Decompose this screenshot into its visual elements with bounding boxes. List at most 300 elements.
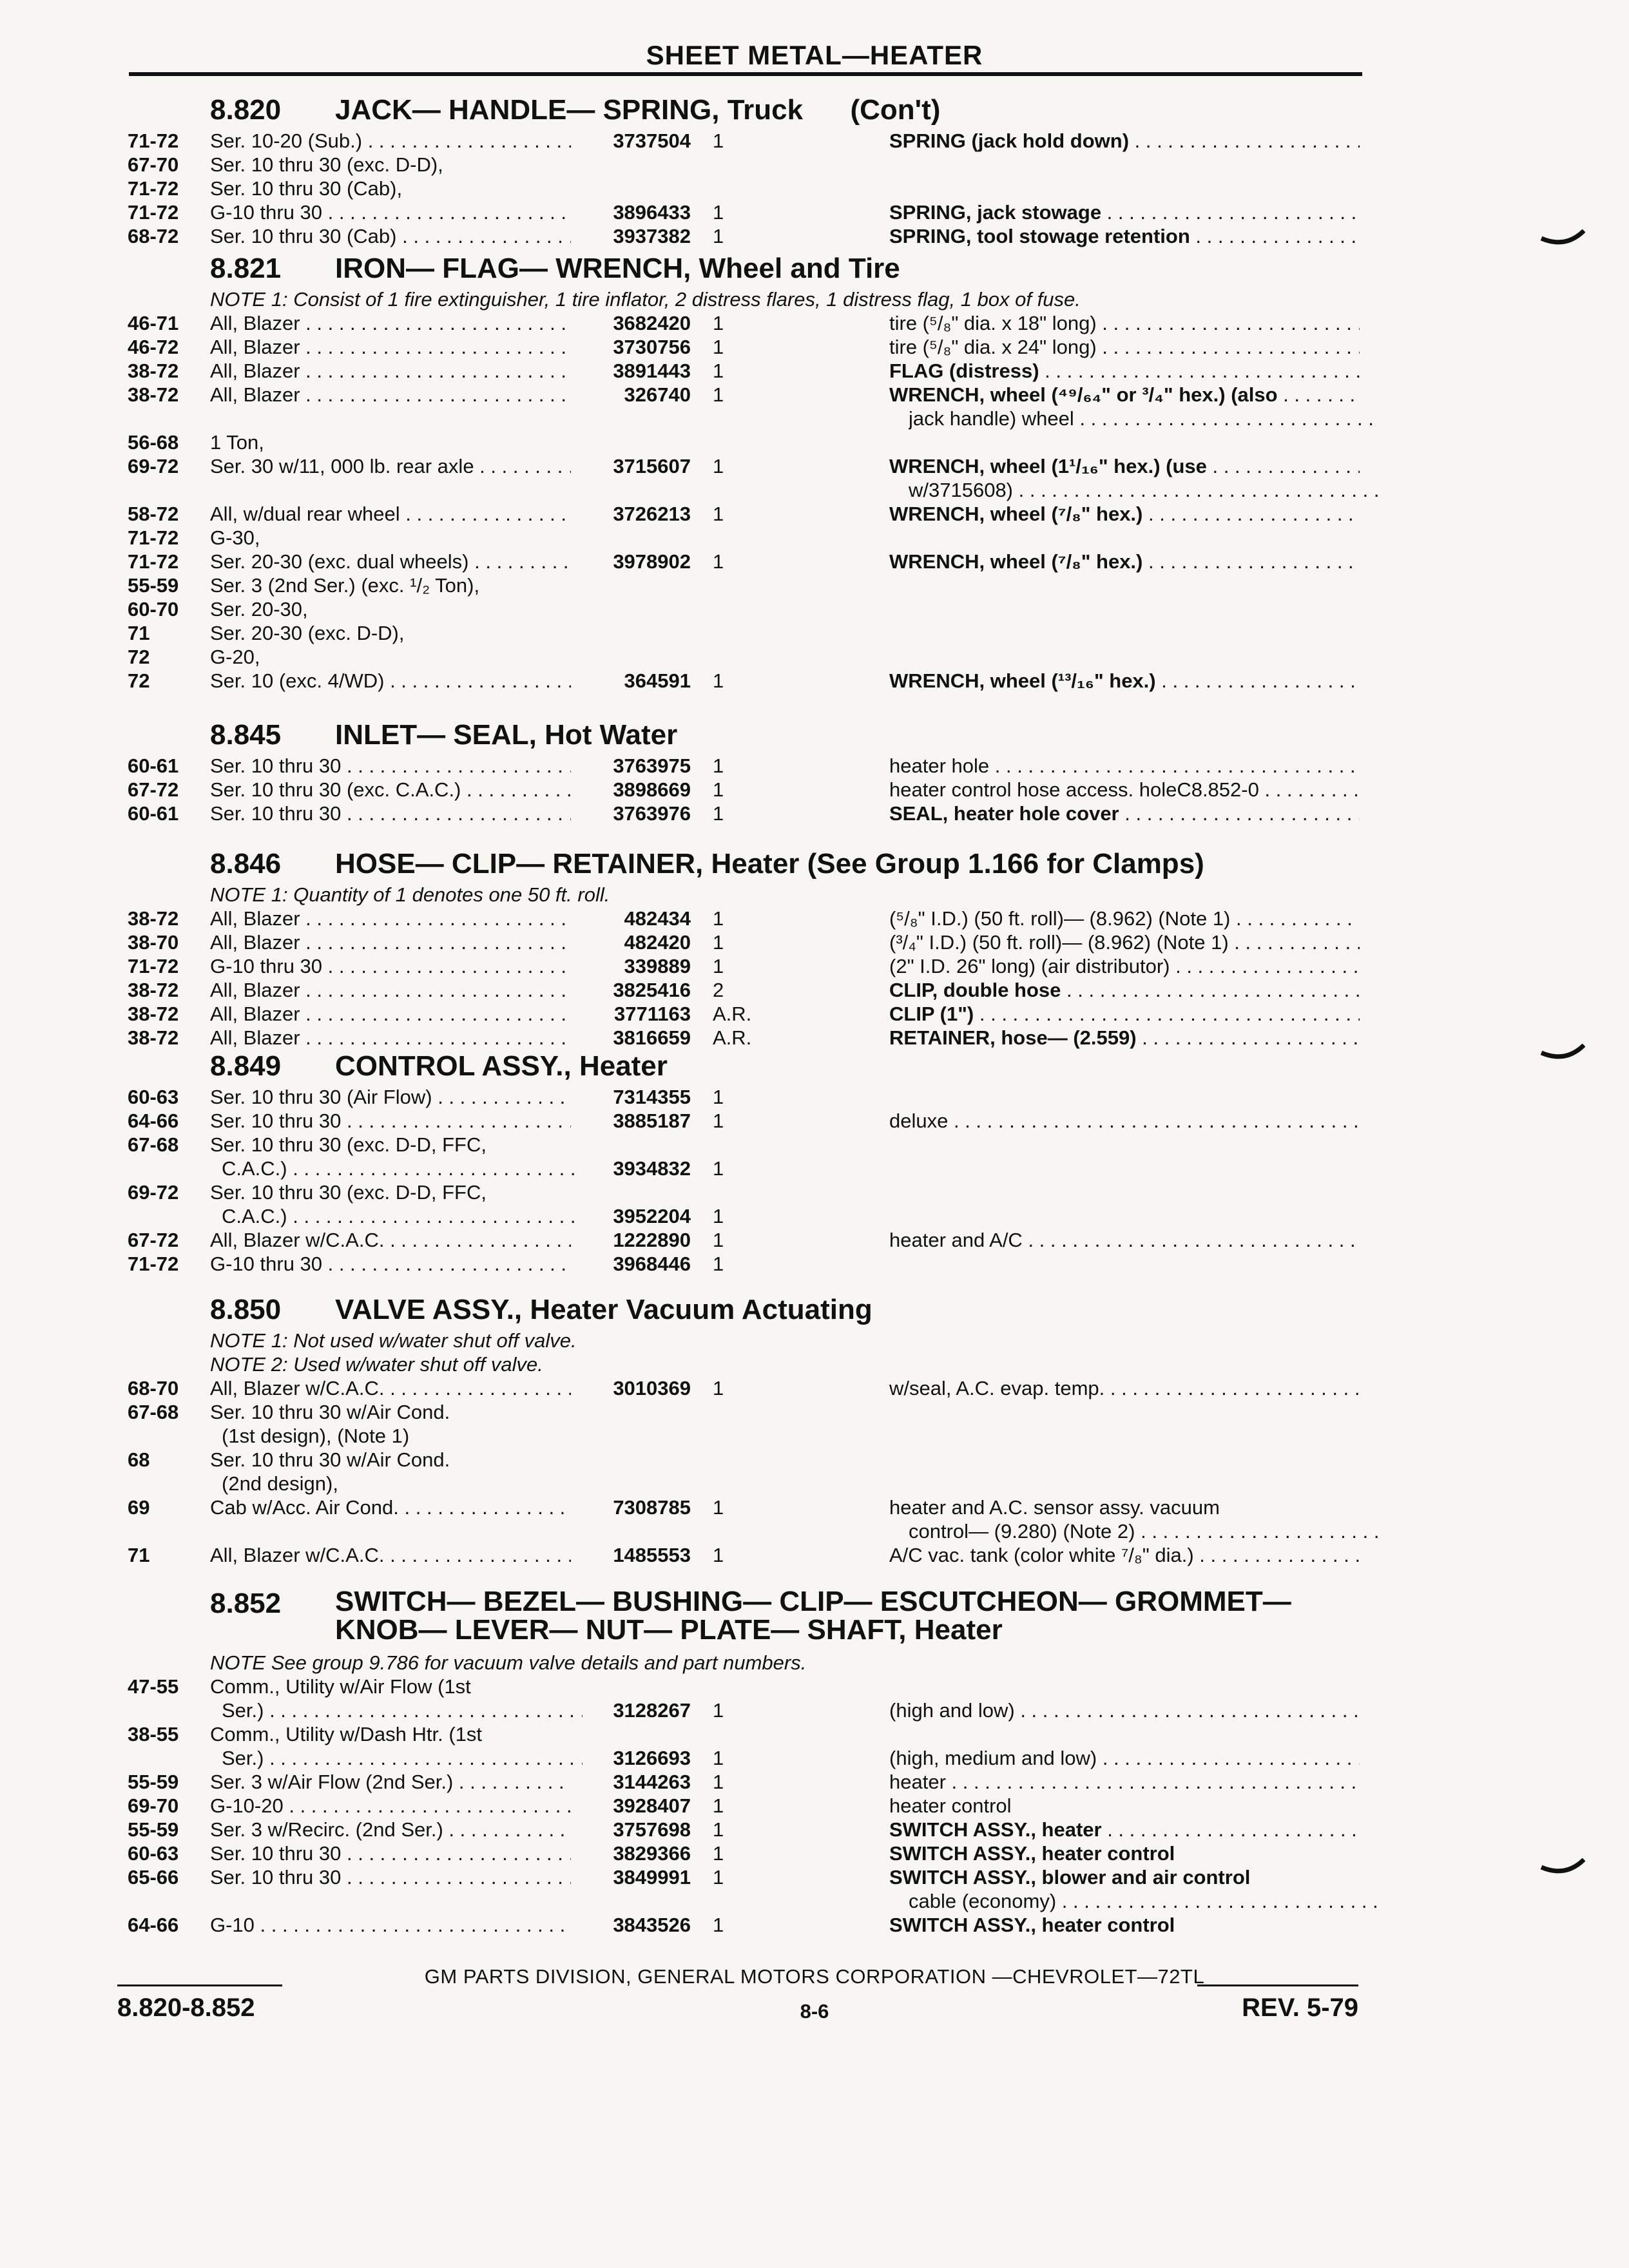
section-note: NOTE 1: Quantity of 1 denotes one 50 ft. roll. (210, 883, 610, 906)
model-years-text: 55-59 (128, 1818, 179, 1841)
section-title (335, 1294, 872, 1326)
remarks-text: RETAINER, hose— (2.559) (889, 1026, 1137, 1049)
remarks-text: heater and A/C (889, 1229, 1023, 1251)
model-years-text: 71-72 (128, 201, 179, 224)
part-number-text: 1222890 (613, 1229, 691, 1251)
part-number-text: 3737504 (613, 130, 691, 152)
model-years-text: 60-63 (128, 1086, 179, 1108)
model-years-text: 46-71 (128, 312, 179, 334)
remarks-text: CLIP, double hose (889, 979, 1061, 1001)
model-years (128, 1675, 178, 1698)
remarks-text: tire (⁵/₈" dia. x 18" long) (889, 312, 1097, 334)
part-number (559, 311, 691, 335)
section-number: 8.849 (210, 1050, 282, 1082)
footer-revision: REV. 5-79 (1242, 1994, 1358, 2022)
model-years-text: 68 (128, 1448, 150, 1471)
application-text: Ser. 10 thru 30 w/Air Cond. (210, 1448, 450, 1471)
remarks-text: control— (9.280) (Note 2) (909, 1520, 1135, 1542)
part-number (559, 1841, 691, 1865)
parts-row (0, 954, 1629, 978)
application-text: C.A.C.) (222, 1157, 287, 1180)
model-years (128, 669, 149, 693)
parts-row (0, 621, 1629, 645)
model-years (128, 430, 178, 454)
model-years (128, 502, 178, 526)
part-number-text: 3891443 (613, 360, 691, 382)
part-number-text: 3682420 (613, 312, 691, 334)
application (210, 573, 571, 597)
part-number-text: 3730756 (613, 336, 691, 358)
application-text: Ser.) (222, 1699, 264, 1722)
model-years (128, 1400, 178, 1424)
model-years-text: 67-68 (128, 1401, 179, 1423)
application (222, 1424, 583, 1448)
part-number-text: 3144263 (613, 1771, 691, 1793)
application-text: Ser. 10 thru 30 w/Air Cond. (210, 1401, 450, 1423)
quantity (713, 754, 724, 778)
quantity-text: 1 (713, 1866, 724, 1888)
parts-row (0, 1157, 1629, 1180)
quantity (713, 1109, 724, 1133)
model-years-text: 71-72 (128, 177, 179, 200)
remarks (889, 1228, 1360, 1252)
part-number-text: 3763976 (613, 802, 691, 825)
model-years-text: 69-70 (128, 1794, 179, 1817)
remarks (889, 311, 1360, 335)
application (222, 1204, 583, 1228)
section-title-line: JACK— HANDLE— SPRING, Truck (Con't) (335, 94, 941, 126)
section-title (335, 94, 940, 126)
remarks-text: w/seal, A.C. evap. temp. (889, 1377, 1105, 1399)
quantity-text: 1 (713, 503, 724, 525)
application (210, 1770, 571, 1794)
application (222, 1746, 583, 1770)
quantity (713, 359, 724, 383)
remarks (889, 1109, 1360, 1133)
quantity (713, 1495, 724, 1519)
application (222, 1472, 583, 1495)
quantity-text: 1 (713, 1157, 724, 1180)
parts-row (0, 1448, 1629, 1472)
application (210, 359, 571, 383)
remarks-text: (2" I.D. 26" long) (air distributor) (889, 955, 1170, 977)
quantity (713, 224, 724, 248)
catalog-section (0, 249, 1629, 693)
parts-row (0, 573, 1629, 597)
catalog-section (0, 715, 1629, 825)
model-years-text: 64-66 (128, 1914, 179, 1936)
remarks-text: WRENCH, wheel (¹³/₁₆" hex.) (889, 669, 1156, 692)
parts-row (0, 1085, 1629, 1109)
application (210, 526, 571, 550)
parts-row (0, 335, 1629, 359)
section-title (335, 719, 677, 751)
section-number: 8.845 (210, 719, 282, 751)
parts-row (0, 1698, 1629, 1722)
part-number-text: 3771163 (614, 1003, 691, 1025)
quantity (713, 1865, 724, 1889)
parts-row (0, 930, 1629, 954)
parts-row (0, 1770, 1629, 1794)
model-years-text: 60-63 (128, 1842, 179, 1865)
model-years-text: 67-70 (128, 153, 179, 176)
parts-row (0, 224, 1629, 248)
part-number-text: 1485553 (613, 1544, 691, 1566)
remarks (889, 802, 1360, 825)
model-years (128, 1109, 178, 1133)
application (210, 335, 571, 359)
model-years (128, 1770, 178, 1794)
part-number-text: 482420 (624, 931, 691, 954)
parts-row (0, 645, 1629, 669)
remarks-text: (high and low) (889, 1699, 1015, 1722)
part-number (559, 1794, 691, 1818)
parts-row (0, 1543, 1629, 1567)
quantity (713, 550, 724, 573)
quantity-text: 1 (713, 201, 724, 224)
application-text: Ser. 10 thru 30 (exc. D-D), (210, 153, 443, 176)
remarks-text: SPRING, tool stowage retention (889, 225, 1190, 247)
part-number (559, 1746, 691, 1770)
remarks-text: heater control (889, 1794, 1012, 1817)
part-number-text: 3937382 (613, 225, 691, 247)
parts-row (0, 1472, 1629, 1495)
section-title (335, 1588, 1291, 1644)
model-years (128, 526, 178, 550)
model-years (128, 1228, 178, 1252)
part-number-text: 7314355 (613, 1086, 691, 1108)
model-years (128, 224, 178, 248)
model-years (128, 621, 149, 645)
model-years-text: 69-72 (128, 455, 179, 477)
parts-row (0, 669, 1629, 693)
part-number (559, 1228, 691, 1252)
model-years (128, 1543, 149, 1567)
quantity (713, 1770, 724, 1794)
remarks-text: SEAL, heater hole cover (889, 802, 1119, 825)
parts-row (0, 1889, 1629, 1913)
section-number: 8.846 (210, 848, 282, 879)
model-years (128, 335, 178, 359)
quantity-text: 1 (713, 1747, 724, 1769)
model-years (128, 1376, 178, 1400)
model-years (128, 1722, 178, 1746)
parts-row (0, 1133, 1629, 1157)
model-years-text: 46-72 (128, 336, 179, 358)
remarks-text: WRENCH, wheel (⁷/₈" hex.) (889, 503, 1143, 525)
remarks-text: SWITCH ASSY., heater control (889, 1842, 1175, 1865)
model-years (128, 907, 178, 930)
remarks (889, 754, 1360, 778)
application-text: Ser. 10 thru 30 (exc. D-D, FFC, (210, 1181, 487, 1204)
part-number-text: 3849991 (613, 1866, 691, 1888)
remarks-text: heater control hose access. holeC8.852-0 (889, 778, 1259, 801)
application-text: All, Blazer w/C.A.C. (210, 1544, 385, 1566)
quantity-text: 1 (713, 1205, 724, 1227)
section-title-line: HOSE— CLIP— RETAINER, Heater (See Group 1.166 for Clamps) (335, 848, 1204, 879)
model-years-text: 71-72 (128, 550, 179, 573)
part-number-text: 339889 (624, 955, 691, 977)
remarks (889, 1376, 1360, 1400)
part-number (559, 550, 691, 573)
parts-row (0, 1228, 1629, 1252)
remarks-text: CLIP (1") (889, 1003, 974, 1025)
remarks (889, 129, 1360, 153)
section-note: NOTE 2: Used w/water shut off valve. (210, 1353, 543, 1376)
application (210, 153, 571, 177)
remarks-text: SPRING (jack hold down) (889, 130, 1130, 152)
model-years-text: 38-72 (128, 1003, 179, 1025)
application (210, 778, 571, 802)
application-text: G-10 thru 30 (210, 955, 323, 977)
application (210, 177, 571, 200)
quantity (713, 1252, 724, 1276)
part-number (559, 1818, 691, 1841)
quantity-text: 1 (713, 312, 724, 334)
model-years-text: 71-72 (128, 526, 179, 549)
model-years-text: 55-59 (128, 1771, 179, 1793)
parts-row (0, 907, 1629, 930)
model-years (128, 1448, 149, 1472)
application-text: Ser. 20-30 (exc. dual wheels) (210, 550, 469, 573)
application-text: (1st design), (Note 1) (222, 1425, 410, 1447)
application-text: Ser. 10 thru 30 (exc. D-D, FFC, (210, 1133, 487, 1156)
remarks (889, 335, 1360, 359)
application-text: Ser. 30 w/11, 000 lb. rear axle (210, 455, 474, 477)
remarks (889, 200, 1360, 224)
parts-row (0, 1424, 1629, 1448)
application (210, 754, 571, 778)
parts-row (0, 153, 1629, 177)
application (210, 669, 571, 693)
parts-row (0, 1818, 1629, 1841)
remarks (889, 1746, 1360, 1770)
model-years (128, 454, 178, 478)
application-text: All, Blazer (210, 1003, 300, 1025)
part-number-text: 3952204 (613, 1205, 691, 1227)
remarks (889, 502, 1360, 526)
model-years-text: 71-72 (128, 1253, 179, 1275)
part-number-text: 3934832 (613, 1157, 691, 1180)
remarks (889, 978, 1360, 1002)
model-years (128, 177, 178, 200)
quantity-text: 1 (713, 1229, 724, 1251)
part-number (559, 669, 691, 693)
parts-row (0, 1722, 1629, 1746)
quantity-text: A.R. (713, 1003, 752, 1025)
parts-row (0, 454, 1629, 478)
part-number-text: 482434 (624, 907, 691, 930)
parts-row (0, 383, 1629, 407)
quantity (713, 954, 724, 978)
parts-row (0, 129, 1629, 153)
parts-row (0, 754, 1629, 778)
remarks (889, 1002, 1360, 1026)
quantity (713, 200, 724, 224)
remarks (889, 1698, 1360, 1722)
remarks (889, 1913, 1360, 1937)
part-number (559, 224, 691, 248)
model-years (128, 645, 149, 669)
catalog-section (0, 1290, 1629, 1567)
remarks-text: (high, medium and low) (889, 1747, 1097, 1769)
remarks (889, 907, 1360, 930)
application-text: G-10 (210, 1914, 255, 1936)
parts-row (0, 1400, 1629, 1424)
remarks-text: w/3715608) (909, 479, 1014, 501)
model-years-text: 60-61 (128, 802, 179, 825)
application-text: Ser. 10 thru 30 (210, 1842, 342, 1865)
application (210, 1865, 571, 1889)
quantity-text: 1 (713, 336, 724, 358)
remarks (889, 1841, 1360, 1865)
part-number-text: 3715607 (613, 455, 691, 477)
model-years-text: 58-72 (128, 503, 179, 525)
remarks (889, 383, 1360, 407)
part-number (559, 502, 691, 526)
application (210, 550, 571, 573)
model-years-text: 38-72 (128, 360, 179, 382)
section-note: NOTE See group 9.786 for vacuum valve details and part numbers. (210, 1651, 807, 1674)
quantity-text: 1 (713, 1110, 724, 1132)
model-years (128, 129, 178, 153)
model-years (128, 754, 178, 778)
part-number-text: 3829366 (613, 1842, 691, 1865)
remarks (889, 778, 1360, 802)
application-text: All, Blazer (210, 312, 300, 334)
remarks (909, 478, 1379, 502)
model-years-text: 71 (128, 622, 150, 644)
application (210, 1109, 571, 1133)
part-number-text: 3816659 (613, 1026, 691, 1049)
quantity-text: 2 (713, 979, 724, 1001)
application-text: Cab w/Acc. Air Cond. (210, 1496, 399, 1519)
model-years-text: 67-72 (128, 778, 179, 801)
parts-row (0, 502, 1629, 526)
part-number (559, 930, 691, 954)
remarks-text: cable (economy) (909, 1890, 1057, 1912)
application-text: G-10 thru 30 (210, 201, 323, 224)
model-years-text: 72 (128, 669, 150, 692)
model-years (128, 200, 178, 224)
footer-page-number: 8-6 (800, 2000, 829, 2023)
application (222, 1698, 583, 1722)
remarks-text: heater and A.C. sensor assy. vacuum (889, 1496, 1220, 1519)
quantity-text: 1 (713, 1842, 724, 1865)
quantity (713, 1204, 724, 1228)
model-years (128, 1818, 178, 1841)
application (210, 1495, 571, 1519)
remarks-text: WRENCH, wheel (⁴⁹/₆₄" or ³/₄" hex.) (also (889, 383, 1278, 406)
quantity (713, 129, 724, 153)
part-number-text: 3126693 (613, 1747, 691, 1769)
part-number-text: 3010369 (613, 1377, 691, 1399)
application-text: Ser. 20-30 (exc. D-D), (210, 622, 405, 644)
application-text: (2nd design), (222, 1472, 338, 1495)
application-text: 1 Ton, (210, 431, 264, 454)
part-number-text: 7308785 (613, 1496, 691, 1519)
model-years-text: 65-66 (128, 1866, 179, 1888)
remarks-text: heater (889, 1771, 946, 1793)
part-number-text: 3968446 (613, 1253, 691, 1275)
quantity-text: 1 (713, 955, 724, 977)
section-title-line: CONTROL ASSY., Heater (335, 1050, 668, 1082)
application (210, 383, 571, 407)
part-number (559, 1085, 691, 1109)
remarks-text: SWITCH ASSY., heater control (889, 1914, 1175, 1936)
parts-row (0, 1495, 1629, 1519)
application (222, 1157, 583, 1180)
model-years (128, 1002, 178, 1026)
remarks (889, 1818, 1360, 1841)
model-years-text: 38-72 (128, 907, 179, 930)
part-number (559, 907, 691, 930)
part-number-text: 3978902 (613, 550, 691, 573)
remarks (909, 1889, 1379, 1913)
model-years (128, 1180, 178, 1204)
quantity (713, 1085, 724, 1109)
section-heading (0, 1046, 1629, 1085)
quantity-text: 1 (713, 1771, 724, 1793)
remarks (889, 1770, 1360, 1794)
remarks (889, 224, 1360, 248)
application-text: G-30, (210, 526, 260, 549)
application (210, 1675, 571, 1698)
section-number: 8.850 (210, 1294, 282, 1325)
parts-row (0, 478, 1629, 502)
part-number (559, 778, 691, 802)
model-years-text: 69-72 (128, 1181, 179, 1204)
quantity-text: 1 (713, 1818, 724, 1841)
application-text: All, Blazer (210, 979, 300, 1001)
model-years (128, 954, 178, 978)
remarks (889, 930, 1360, 954)
remarks-text: FLAG (distress) (889, 360, 1039, 382)
parts-row (0, 1002, 1629, 1026)
part-number (559, 200, 691, 224)
part-number-text: 364591 (624, 669, 691, 692)
part-number (559, 802, 691, 825)
parts-row (0, 1204, 1629, 1228)
quantity (713, 802, 724, 825)
parts-row (0, 407, 1629, 430)
quantity-text: 1 (713, 1253, 724, 1275)
application-text: Ser. 10 thru 30 (210, 754, 342, 777)
quantity (713, 1157, 724, 1180)
catalog-section (0, 1046, 1629, 1276)
application-text: Ser. 3 w/Recirc. (2nd Ser.) (210, 1818, 443, 1841)
page-title: SHEET METAL—HEATER (646, 40, 983, 70)
application-text: Ser. 3 (2nd Ser.) (exc. ¹/₂ Ton), (210, 574, 480, 597)
model-years (128, 778, 178, 802)
remarks-text: A/C vac. tank (color white ⁷/₈" dia.) (889, 1544, 1194, 1566)
quantity-text: 1 (713, 1794, 724, 1817)
model-years-text: 71-72 (128, 955, 179, 977)
section-heading (0, 715, 1629, 754)
remarks-text: (⁵/₈" I.D.) (50 ft. roll)— (8.962) (Note 1) (889, 907, 1231, 930)
application-text: All, Blazer (210, 1026, 300, 1049)
model-years (128, 550, 178, 573)
quantity-text: 1 (713, 1914, 724, 1936)
model-years (128, 1495, 149, 1519)
quantity-text: 1 (713, 931, 724, 954)
model-years-text: 60-61 (128, 754, 179, 777)
part-number-text: 3928407 (613, 1794, 691, 1817)
quantity-text: 1 (713, 360, 724, 382)
part-number-text: 3825416 (613, 979, 691, 1001)
quantity-text: 1 (713, 778, 724, 801)
remarks (889, 550, 1360, 573)
